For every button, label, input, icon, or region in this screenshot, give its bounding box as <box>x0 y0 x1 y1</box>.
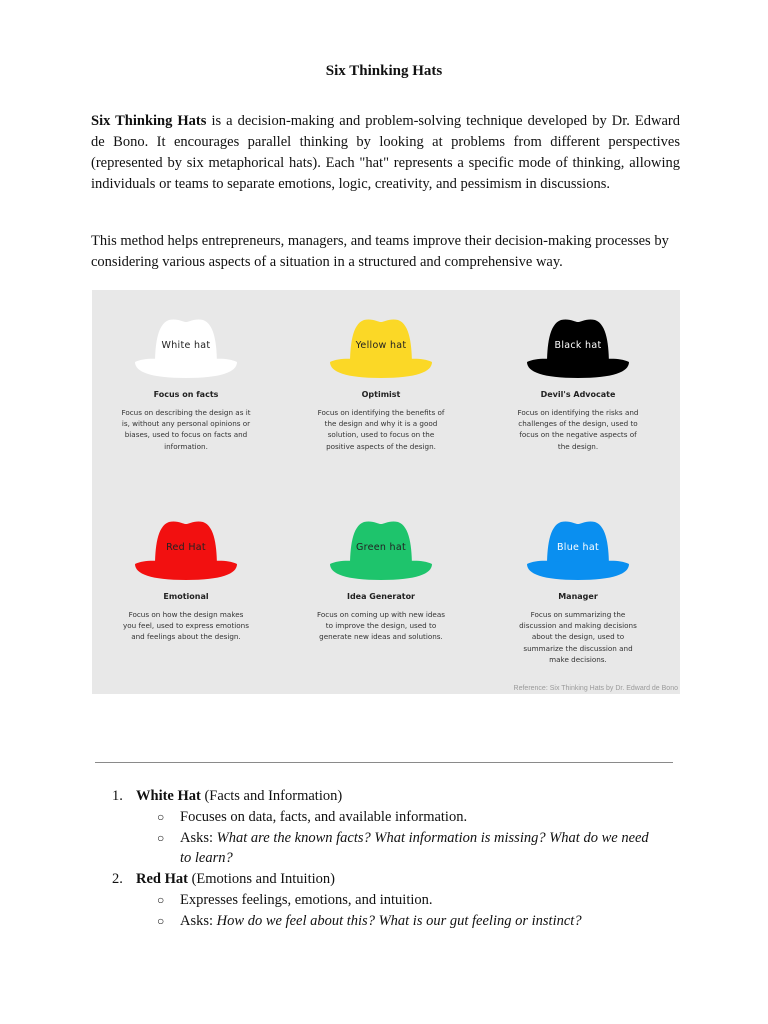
list-number: 2. <box>112 871 123 888</box>
hat-card <box>513 316 643 452</box>
hat-name: White Hat <box>136 788 201 804</box>
ask-questions-cont: to learn? <box>180 850 233 867</box>
sub-bullet <box>112 890 692 911</box>
horizontal-divider <box>95 762 673 763</box>
bullet-text: Expresses feelings, emotions, and intuition. <box>180 891 433 908</box>
hat-graphic <box>328 316 434 382</box>
hat-role: Devil's Advocate <box>540 390 616 399</box>
list-item <box>112 869 692 890</box>
hats-list <box>112 786 692 932</box>
hat-graphic <box>525 316 631 382</box>
hat-card <box>316 518 446 643</box>
circle-bullet-icon: ○ <box>157 809 165 824</box>
hat-graphic <box>525 518 631 584</box>
hat-graphic <box>328 518 434 584</box>
sub-bullet <box>112 828 692 870</box>
hat-description: Focus on how the design makes you feel, used to express emotions and feelings about the design. <box>123 610 249 642</box>
hat-label: Red Hat <box>166 542 206 553</box>
circle-bullet-icon: ○ <box>157 913 165 928</box>
hat-role: Idea Generator <box>346 592 416 601</box>
list-item <box>112 786 692 807</box>
list-number: 1. <box>112 788 123 804</box>
intro-lead: Six Thinking Hats <box>91 113 207 129</box>
hat-subtitle: (Facts and Information) <box>200 788 343 804</box>
hat-graphic <box>133 316 239 382</box>
ask-questions: How do we feel about this? What is our gut feeling or instinct? <box>216 912 582 929</box>
hat-description: Focus on identifying the risks and challenges of the design, used to focus on the negative aspects of the design. <box>517 408 639 451</box>
method-paragraph: This method helps entrepreneurs, managers, and teams improve their decision-making processes by considering various aspects of a situation in a structured and comprehensive way. <box>91 233 669 270</box>
hat-graphic <box>133 518 239 584</box>
hat-label: Yellow hat <box>355 340 407 351</box>
hat-description: Focus on describing the design as it is, without any personal opinions or biases, used to focus on facts and information. <box>121 408 251 451</box>
ask-prefix: Asks: <box>180 912 217 929</box>
hat-subtitle: (Emotions and Intuition) <box>187 871 335 888</box>
hat-description: Focus on coming up with new ideas to improve the design, used to generate new ideas and solutions. <box>316 610 445 642</box>
six-hats-infographic <box>92 290 680 694</box>
hat-description: Focus on summarizing the discussion and making decisions about the design, used to summarize the discussion and make decisions. <box>519 610 637 664</box>
intro-paragraph <box>91 111 680 195</box>
circle-bullet-icon: ○ <box>157 892 165 907</box>
sub-bullet <box>112 807 692 828</box>
hat-label: White hat <box>161 340 211 351</box>
hat-card <box>316 316 446 452</box>
ask-questions: What are the known facts? What information is missing? What do we need <box>216 829 649 846</box>
hat-description: Focus on identifying the benefits of the design and why it is a good solution, used to focus on the positive aspects of the design. <box>317 408 445 451</box>
hat-label: Green hat <box>355 542 407 553</box>
bullet-text: Focuses on data, facts, and available information. <box>180 808 468 825</box>
hat-role: Manager <box>558 592 598 601</box>
hat-label: Blue hat <box>556 542 599 553</box>
intro-text: is a decision-making and problem-solving technique developed by Dr. Edward de Bono. It encourages parallel thinking by looking at problems from different perspectives (represented by six metaphorical hats). Each "hat" represents a specific mode of thinking, allowing individuals or teams to separate emotions, logic, creativity, and pessimism in discussions. <box>91 113 680 192</box>
ask-prefix: Asks: <box>180 829 217 846</box>
hat-role: Optimist <box>361 390 401 399</box>
hat-name: Red Hat <box>136 871 188 888</box>
page-title: Six Thinking Hats <box>325 63 443 79</box>
sub-bullet <box>112 911 692 932</box>
hat-card <box>121 316 251 452</box>
hat-card <box>513 518 643 665</box>
hat-card <box>121 518 251 643</box>
hat-label: Black hat <box>554 340 602 351</box>
reference-caption: Reference: Six Thinking Hats by Dr. Edward de Bono <box>513 685 678 692</box>
hat-role: Emotional <box>163 592 209 601</box>
circle-bullet-icon: ○ <box>157 830 165 845</box>
hat-role: Focus on facts <box>153 390 219 399</box>
